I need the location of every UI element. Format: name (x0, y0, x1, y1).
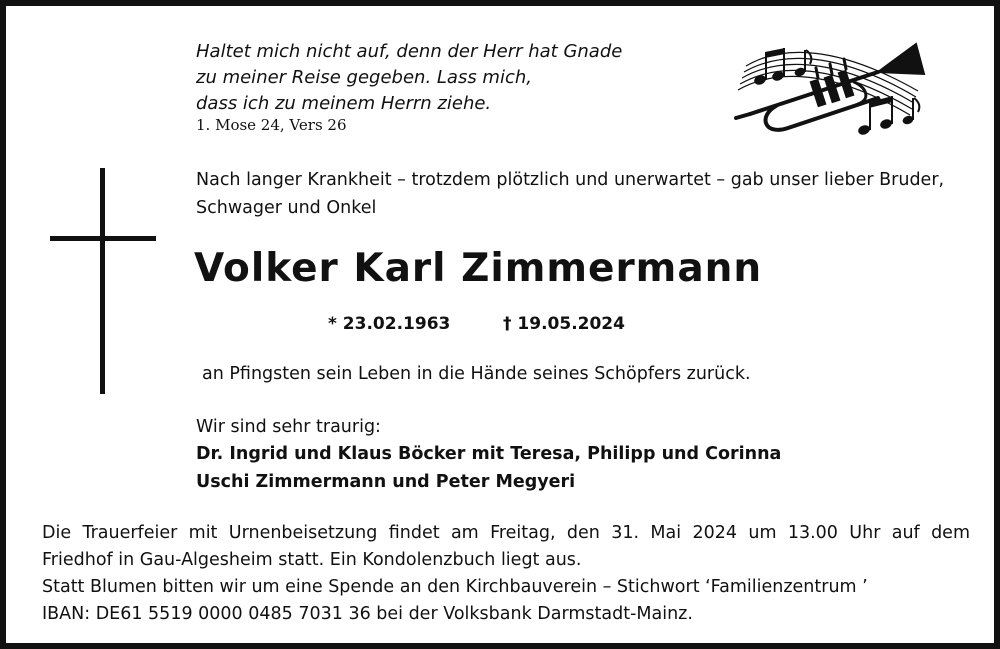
deceased-name: Volker Karl Zimmermann (194, 246, 763, 291)
death-date: † 19.05.2024 (503, 314, 625, 334)
intro-text (196, 166, 944, 222)
verse-reference: 1. Mose 24, Vers 26 (196, 116, 347, 134)
bible-verse (196, 39, 622, 117)
mourner-line-1: Dr. Ingrid und Klaus Böcker mit Teresa, Philipp und Corinna (196, 444, 782, 464)
service-info-line-2: Friedhof in Gau-Algesheim statt. Ein Kondolenzbuch liegt aus. (42, 550, 582, 570)
mourners-intro: Wir sind sehr traurig: (196, 417, 381, 437)
service-info (42, 520, 970, 628)
service-info-line-4: IBAN: DE61 5519 0000 0485 7031 36 bei der Volksbank Darmstadt-Mainz. (42, 604, 693, 624)
trumpet-with-music-notes-icon (728, 36, 933, 144)
intro-line-2: Schwager und Onkel (196, 198, 377, 218)
birth-date: * 23.02.1963 (328, 314, 451, 334)
intro-line-1: Nach langer Krankheit – trotzdem plötzlich und unerwartet – gab unser lieber Bruder, (196, 170, 945, 190)
returned-text: an Pfingsten sein Leben in die Hände seines Schöpfers zurück. (202, 364, 751, 384)
service-info-line-3: Statt Blumen bitten wir um eine Spende an den Kirchbauverein – Stichwort ‘Familienzentrum ’ (42, 577, 868, 597)
verse-line-1: Haltet mich nicht auf, denn der Herr hat Gnade (196, 41, 623, 62)
verse-line-2: zu meiner Reise gegeben. Lass mich, (196, 67, 532, 88)
service-info-line-1: Die Trauerfeier mit Urnenbeisetzung findet am Freitag, den 31. Mai 2024 um 13.00 Uhr auf dem (42, 523, 970, 543)
mourner-line-2: Uschi Zimmermann und Peter Megyeri (196, 472, 576, 492)
verse-line-3: dass ich zu meinem Herrn ziehe. (196, 93, 492, 114)
cross-icon (50, 168, 160, 394)
